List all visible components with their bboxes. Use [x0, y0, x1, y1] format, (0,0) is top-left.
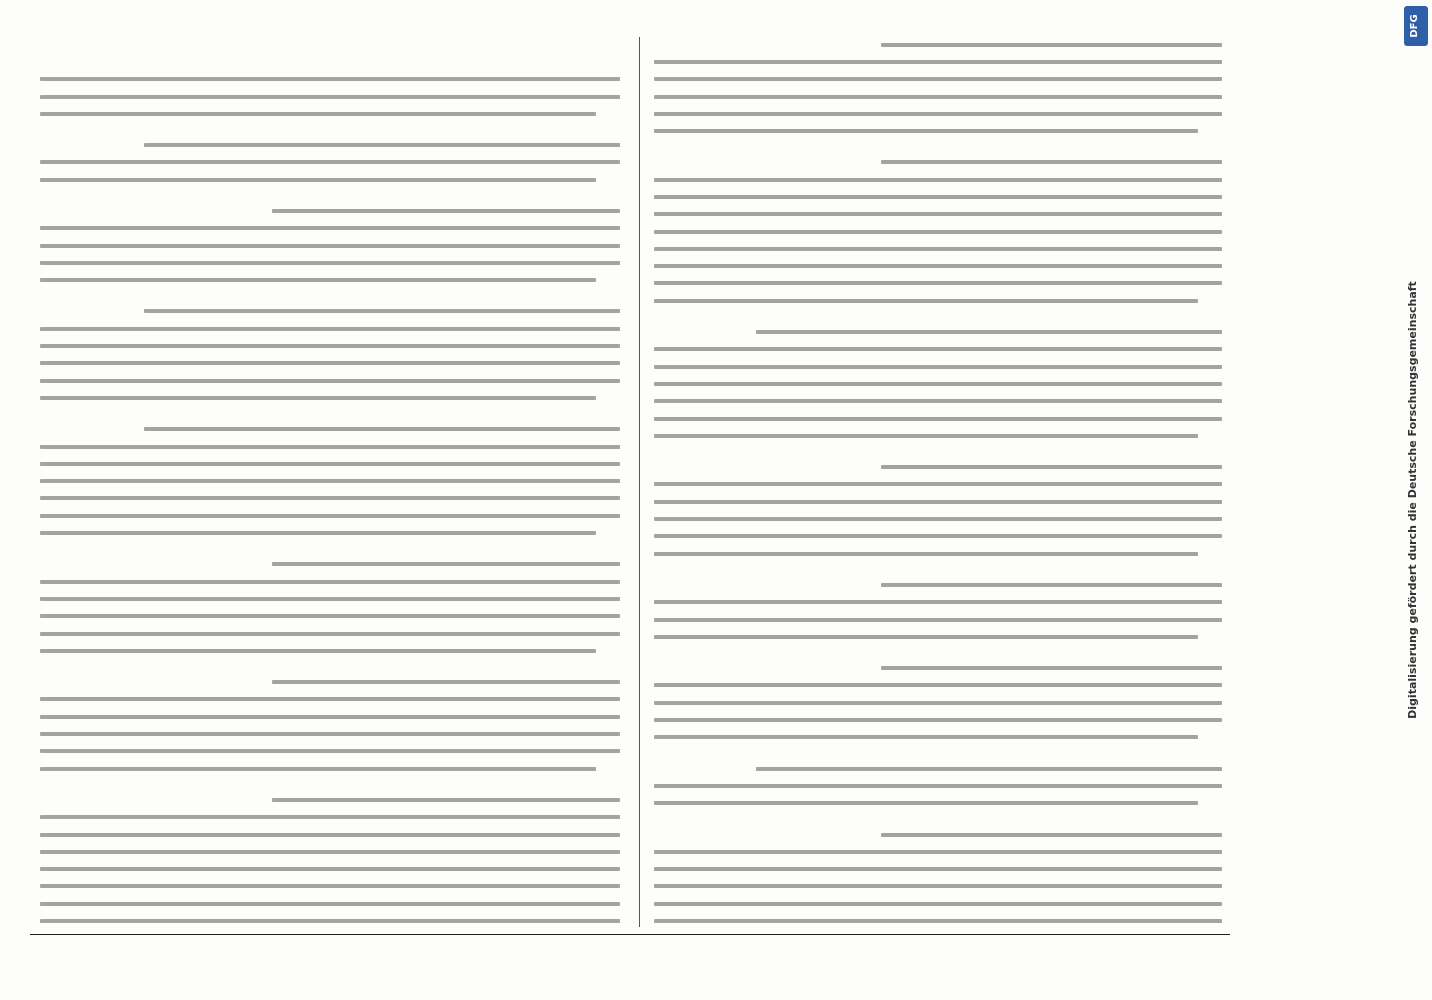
text-line	[654, 247, 1222, 251]
text-line	[654, 282, 1222, 286]
text-line	[756, 767, 1222, 771]
text-line	[272, 209, 620, 213]
text-line	[40, 531, 596, 535]
digitization-credit	[1400, 0, 1432, 1000]
paragraph-gap	[654, 556, 1222, 570]
text-line	[654, 347, 1222, 351]
paragraph-gap	[40, 400, 620, 414]
text-line	[654, 552, 1198, 556]
text-line	[654, 500, 1222, 504]
text-line	[881, 43, 1222, 47]
paragraph-gap	[40, 182, 620, 196]
text-line	[40, 919, 620, 923]
text-line	[144, 143, 620, 147]
text-line	[654, 902, 1222, 906]
text-line	[40, 580, 620, 584]
text-column-right	[40, 38, 620, 923]
column-divider	[639, 37, 640, 927]
text-line	[654, 801, 1198, 805]
text-line	[654, 867, 1222, 871]
text-line	[40, 833, 620, 837]
text-line	[654, 129, 1198, 133]
text-line	[40, 902, 620, 906]
text-line	[40, 649, 596, 653]
paragraph-gap	[40, 282, 620, 296]
text-line	[40, 344, 620, 348]
text-line	[144, 427, 620, 431]
text-line	[654, 77, 1222, 81]
text-line	[40, 715, 620, 719]
paragraph-gap	[654, 639, 1222, 653]
text-line	[654, 95, 1222, 99]
paragraph-gap	[654, 133, 1222, 147]
text-line	[654, 365, 1222, 369]
text-line	[40, 850, 620, 854]
text-line	[40, 749, 620, 753]
text-line	[40, 697, 620, 701]
text-line	[40, 379, 620, 383]
text-line	[40, 632, 620, 636]
dfg-logo-text: DFG	[1409, 14, 1420, 38]
text-line	[654, 482, 1222, 486]
text-line	[144, 310, 620, 314]
text-line	[40, 160, 620, 164]
text-line	[40, 462, 620, 466]
paragraph-gap	[40, 771, 620, 785]
text-line	[881, 833, 1222, 837]
text-line	[40, 226, 620, 230]
inverted-print-block	[30, 30, 1230, 975]
text-line	[272, 562, 620, 566]
text-line	[654, 399, 1222, 403]
text-line	[881, 666, 1222, 670]
text-line	[40, 278, 596, 282]
paragraph-gap	[40, 535, 620, 549]
text-line	[40, 327, 620, 331]
text-line	[654, 195, 1222, 199]
text-line	[654, 212, 1222, 216]
text-line	[40, 884, 620, 888]
text-line	[654, 517, 1222, 521]
text-line	[654, 718, 1222, 722]
text-line	[40, 445, 620, 449]
running-header	[30, 934, 1230, 975]
text-line	[654, 618, 1222, 622]
text-line	[654, 701, 1222, 705]
text-line	[40, 112, 596, 116]
text-line	[881, 160, 1222, 164]
text-line	[654, 382, 1222, 386]
text-line	[654, 434, 1198, 438]
paragraph-gap	[654, 438, 1222, 452]
text-line	[40, 77, 620, 81]
paragraph-gap	[654, 805, 1222, 819]
text-line	[40, 815, 620, 819]
credit-text: Digitalisierung gefördert durch die Deutsche Forschungsgemeinschaft	[1406, 281, 1419, 719]
text-line	[40, 767, 596, 771]
text-line	[40, 732, 620, 736]
text-line	[654, 230, 1222, 234]
text-line	[654, 850, 1222, 854]
text-line	[654, 919, 1222, 923]
text-line	[654, 784, 1222, 788]
text-line	[40, 178, 596, 182]
text-line	[654, 635, 1198, 639]
text-line	[654, 683, 1222, 687]
text-line	[40, 867, 620, 871]
text-line	[881, 583, 1222, 587]
text-line	[654, 112, 1222, 116]
text-line	[40, 361, 620, 365]
paragraph-gap	[40, 653, 620, 667]
text-line	[654, 299, 1198, 303]
text-line	[654, 417, 1222, 421]
text-line	[654, 884, 1222, 888]
paragraph-gap	[654, 303, 1222, 317]
text-line	[40, 597, 620, 601]
text-line	[40, 95, 620, 99]
text-line	[40, 396, 596, 400]
text-line	[654, 735, 1198, 739]
text-line	[654, 534, 1222, 538]
paragraph-gap	[40, 116, 620, 130]
text-line	[881, 465, 1222, 469]
text-line	[654, 264, 1222, 268]
text-line	[40, 496, 620, 500]
text-line	[40, 479, 620, 483]
text-line	[40, 261, 620, 265]
text-line	[654, 600, 1222, 604]
text-column-left	[654, 38, 1222, 923]
text-line	[40, 244, 620, 248]
text-line	[756, 330, 1222, 334]
text-line	[654, 60, 1222, 64]
text-line	[272, 798, 620, 802]
text-line	[272, 680, 620, 684]
paragraph-gap	[654, 739, 1222, 753]
text-line	[654, 178, 1222, 182]
text-line	[40, 514, 620, 518]
text-line	[40, 614, 620, 618]
